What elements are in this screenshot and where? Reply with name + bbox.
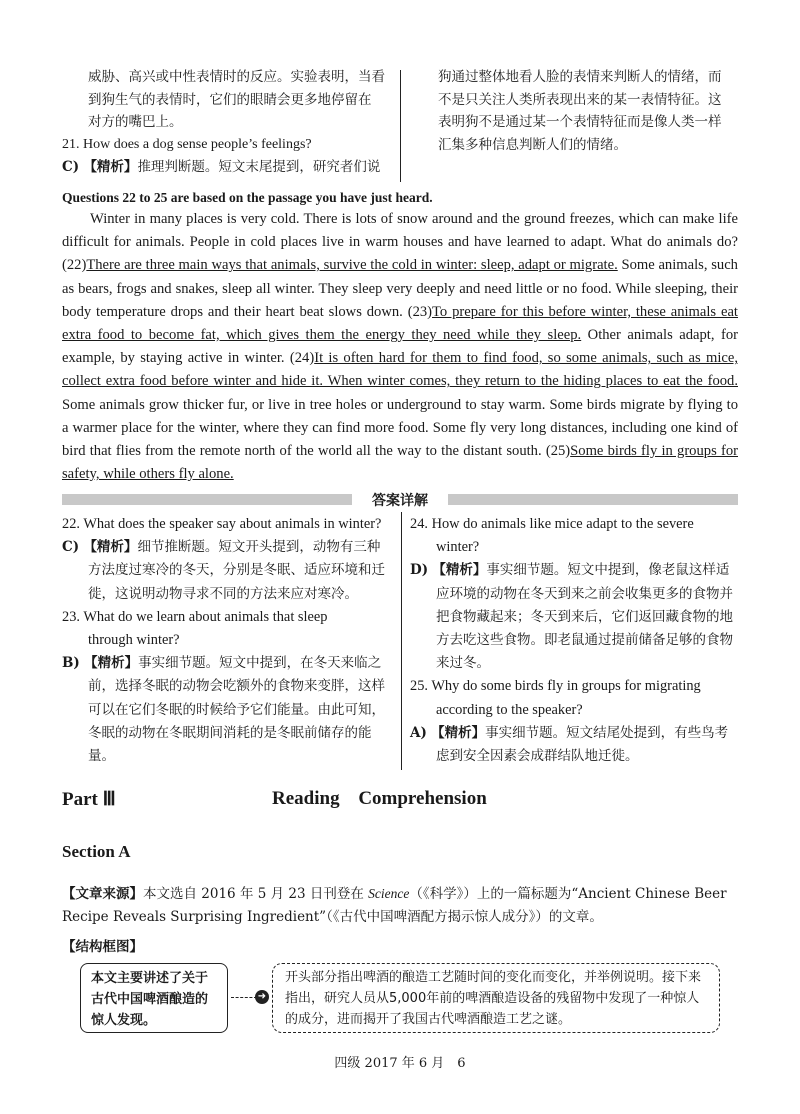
analysis-tag: 【精析】 <box>432 562 487 579</box>
answer-letter: A) <box>410 724 427 741</box>
passage-text: Winter in many places is very cold. There is lots of snow around and the ground freezes, which can make life difficult for animals. People in cold places live in warm houses and have learned to adapt. What do animals do? <box>62 211 738 251</box>
question-marker: (25) <box>545 443 571 460</box>
underlined-answer: It is often hard for them to find food, so some animals, such as mice, collect extra food before winter and hide it. When winter comes, they return to the hiding places to eat the food. <box>62 350 738 390</box>
text-line: 狗通过整体地看人脸的表情来判断人的情绪，而 <box>438 69 722 85</box>
question-21: 21. How does a dog sense people’s feelings? <box>62 136 312 152</box>
analysis-tag: 【精析】 <box>431 724 486 741</box>
question-22: 22. What does the speaker say about animals in winter? <box>62 516 382 532</box>
answer-letter: B) <box>62 655 80 672</box>
analysis-text: 事实细节题。短文中提到，在冬天来临之前，选择冬眠的动物会吃额外的食物来变胖，这样可以在它们冬眠的时候给予它们能量。由此可知，冬眠的动物在冬眠期间消耗的是冬眠前储存的能量。 <box>88 655 385 765</box>
passage-text: Some animals, such as bears, frogs and snakes, sleep all winter. They sleep very deeply and need little or no food. While sleeping, their body temperature drops and their heart beat slows down. <box>62 257 738 320</box>
text-line: 不是只关注人类所表现出来的某一表情特征。这 <box>438 91 722 108</box>
source-text: 本文选自 2016 年 5 月 23 日刊登在 <box>143 886 369 902</box>
source-text: （《科学》）上的一篇标题为“Ancient Chinese Beer Recipe Reveals Surprising Ingredient”（《古代中国啤酒配方揭示惊人成分》）的文章。 <box>62 886 727 925</box>
arrow-right-icon: ➜ <box>255 990 269 1004</box>
top-left-column <box>62 66 392 179</box>
q24-analysis <box>410 559 738 675</box>
q20-explanation-tail <box>62 66 392 134</box>
analysis-text: 细节推断题。短文开头提到，动物有三种方法度过寒冷的冬天，分别是冬眠、适应环境和迁徙，这说明动物寻求不同的方法来应对寒冷。 <box>88 539 385 602</box>
q25-analysis <box>410 722 738 768</box>
answers-section-bar <box>62 490 738 508</box>
q21-answer-line <box>62 156 392 179</box>
underlined-answer: There are three main ways that animals, survive the cold in winter: sleep, adapt or migrate. <box>86 257 618 274</box>
passage-text: Some animals grow thicker fur, or live in tree holes or underground to stay warm. Some birds migrate by flying to a warmer place for the winter, where they can find more food. Some fly very long distances, including one kind of bird that flies from the remote north of the world all the way to the distant south. <box>62 396 738 460</box>
answers-left-column <box>62 513 392 768</box>
analysis-text: 事实细节题。短文结尾处提到，有些鸟考虑到安全因素会成群结队地迁徙。 <box>436 724 729 765</box>
analysis-tag: 【精析】 <box>83 539 138 556</box>
question-25: 25. Why do some birds fly in groups for migrating <box>410 678 701 695</box>
question-marker: (24) <box>289 350 315 367</box>
analysis-tag: 【精析】 <box>84 655 139 672</box>
q22-analysis <box>62 536 392 606</box>
source-tag: 【文章来源】 <box>62 886 143 902</box>
part-title: Reading Comprehension <box>272 788 487 809</box>
answers-right-column <box>410 513 738 768</box>
text-line: 到狗生气的表情时，它们的眼睛会更多地停留在 <box>88 91 372 108</box>
journal-name: Science <box>368 886 410 901</box>
bar-left <box>62 494 352 505</box>
column-divider <box>400 70 401 182</box>
text-line: 威胁、高兴或中性表情时的反应。实验表明，当看 <box>88 69 385 85</box>
answers-title: 答案详解 <box>372 493 428 509</box>
answer-letter: D) <box>410 562 429 579</box>
underlined-answer: Some birds fly in groups for safety, while others fly alone. <box>62 443 738 483</box>
section-heading: Section A <box>62 842 131 861</box>
article-source <box>62 882 738 929</box>
passage-text: Other animals adapt, for example, by staying active in winter. <box>62 327 738 367</box>
text-line: 对方的嘴巴上。 <box>88 114 183 130</box>
structure-detail-box: 开头部分指出啤酒的酿造工艺随时间的变化而变化，并举例说明。接下来指出，研究人员从5,000年前的啤酒酿造设备的残留物中发现了一种惊人的成分，进而揭开了我国古代啤酒酿造工艺之谜。 <box>272 963 720 1033</box>
bar-right <box>448 494 738 505</box>
answer-letter: C) <box>62 539 80 556</box>
text-line: 表明狗不是通过某一个表情特征而是像人类一样 <box>438 114 722 130</box>
question-25-cont: according to the speaker? <box>436 701 583 718</box>
passage-heading: Questions 22 to 25 are based on the passage you have just heard. <box>62 190 433 205</box>
structure-label: 【结构框图】 <box>62 939 143 955</box>
question-marker: (22) <box>62 257 87 274</box>
analysis-tag: 【精析】 <box>83 159 138 175</box>
question-24: 24. How do animals like mice adapt to the severe <box>410 516 694 532</box>
analysis-text: 推理判断题。短文末尾提到，研究者们说 <box>137 159 381 175</box>
question-marker: (23) <box>407 303 433 320</box>
q23-analysis <box>62 652 392 768</box>
listening-passage <box>62 208 738 486</box>
underlined-answer: To prepare for this before winter, these animals eat extra food to become fat, which gives them the energy they need while they sleep. <box>62 303 738 344</box>
page-footer: 四级 2017 年 6 月 6 <box>334 1056 466 1071</box>
text-line: 汇集多种信息判断人们的情绪。 <box>438 136 627 153</box>
top-right-column <box>438 66 738 156</box>
part-label: Part Ⅲ <box>62 789 116 810</box>
summary-box: 本文主要讲述了关于古代中国啤酒酿造的惊人发现。 <box>80 963 228 1033</box>
question-23: 23. What do we learn about animals that sleep <box>62 608 328 625</box>
analysis-text: 事实细节题。短文中提到，像老鼠这样适应环境的动物在冬天到来之前会收集更多的食物并把食物藏起来；冬天到来后，它们返回藏食物的地方去吃这些食物。即老鼠通过提前储备足够的食物来过冬。 <box>436 562 733 672</box>
dashed-connector <box>231 997 257 998</box>
column-divider-answers <box>401 512 402 770</box>
question-24-cont: winter? <box>436 539 480 556</box>
question-23-cont: through winter? <box>88 632 180 649</box>
answer-letter: C) <box>62 159 80 175</box>
